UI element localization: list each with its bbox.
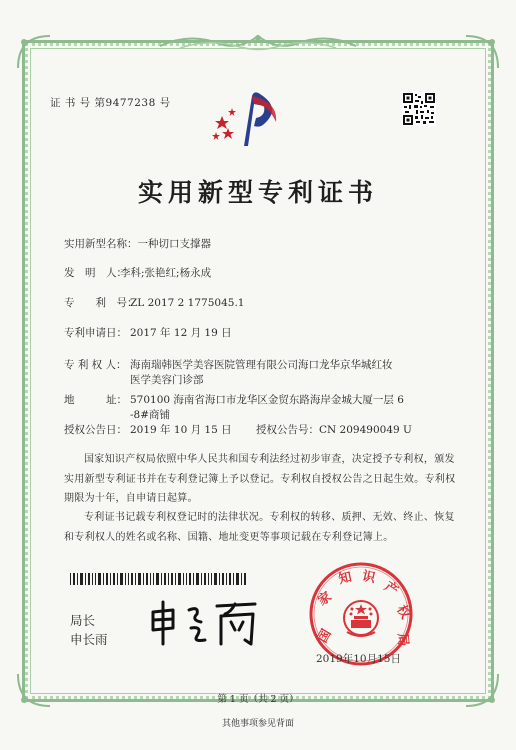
address-value-line2: -8#商铺 [130, 409, 171, 421]
inventor-row [64, 265, 211, 280]
svg-text:权: 权 [393, 602, 413, 622]
address-row [64, 392, 404, 407]
utility-model-name-value: 一种切口支撑器 [137, 238, 211, 250]
patent-number-row [64, 295, 244, 310]
inventor-value: 李科;张艳红;杨永成 [120, 267, 212, 279]
corner-ornament-top-right [462, 32, 502, 72]
address-value-line1: 570100 海南省海口市龙华区金贸东路海岸金城大厦一层 6 [130, 394, 404, 406]
certificate-title: 实用新型专利证书 [137, 178, 378, 207]
svg-text:国: 国 [315, 626, 335, 646]
barcode [70, 573, 248, 585]
svg-text:知: 知 [337, 569, 354, 588]
filing-date-row [64, 325, 232, 340]
patentee-row [64, 357, 393, 372]
page-number: 第 1 页（共 2 页） [217, 694, 299, 705]
director-signature [145, 598, 265, 648]
director-title: 局长 [70, 613, 96, 628]
utility-model-name-row [64, 236, 211, 251]
grant-date-value: 2019 年 10 月 15 日 [130, 424, 232, 436]
inventor-label: 发 明 人： [64, 267, 127, 279]
seal-date: 2019年10月15日 [316, 653, 401, 665]
statement-paragraph-1: 国家知识产权局依照中华人民共和国专利法经过初步审查，决定授予专利权，颁发实用新型专利证书并在专利登记簿上予以登记。专利权自授权公告之日起生效。专利权期限为十年，自申请日起算。 [64, 454, 456, 504]
grant-date-row [64, 422, 232, 437]
utility-model-name-label: 实用新型名称： [64, 238, 138, 250]
grant-number-value: CN 209490049 U [319, 424, 412, 436]
director-name: 申长雨 [70, 632, 108, 647]
address-label: 地 址： [64, 394, 127, 406]
grant-number-label: 授权公告号： [256, 424, 319, 436]
top-ornament [150, 30, 366, 52]
statement-paragraph-2: 专利证书记载专利权登记时的法律状况。专利权的转移、质押、无效、终止、恢复和专利权人的姓名或名称、国籍、地址变更等事项记载在专利登记簿上。 [64, 512, 455, 543]
footer-note: 其他事项参见背面 [221, 719, 294, 729]
qr-code [402, 92, 436, 126]
corner-ornament-top-left [14, 32, 54, 72]
patent-office-logo [208, 88, 298, 150]
grant-date-label: 授权公告日： [64, 424, 127, 436]
filing-date-label: 专利申请日： [64, 327, 127, 339]
certificate-number: 证 书 号 第9477238 号 [50, 97, 171, 109]
svg-text:家: 家 [315, 589, 335, 610]
patentee-value-line1: 海南瑞韩医学美容医院管理有限公司海口龙华京华城红妆 [130, 359, 393, 371]
filing-date-value: 2017 年 12 月 19 日 [130, 327, 232, 339]
patentee-label: 专 利 权 人： [64, 359, 127, 371]
svg-text:局: 局 [394, 632, 411, 647]
patent-number-label: 专 利 号： [64, 297, 138, 309]
svg-text:产: 产 [381, 579, 401, 600]
patentee-value-line2: 医学美容门诊部 [130, 374, 204, 386]
svg-text:识: 识 [360, 568, 377, 587]
grant-number-row [256, 422, 412, 437]
patent-number-value: ZL 2017 2 1775045.1 [130, 297, 245, 309]
